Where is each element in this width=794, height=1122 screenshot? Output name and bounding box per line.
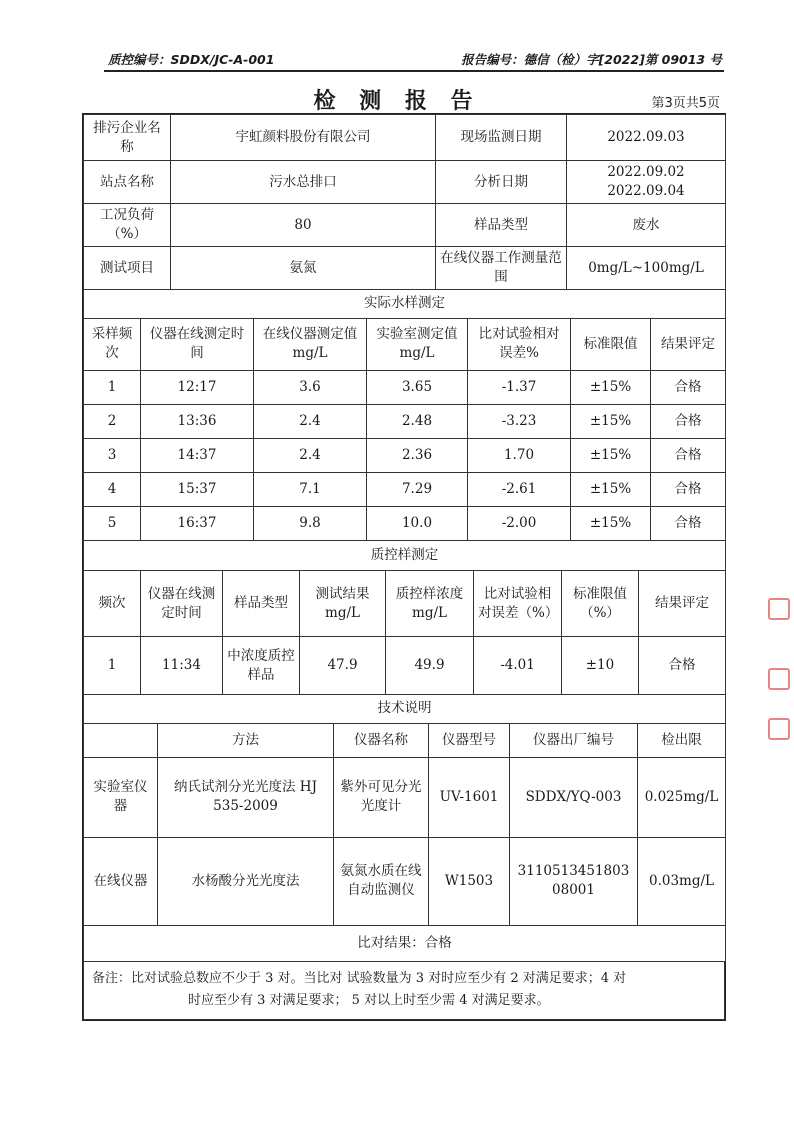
- cell: -1.37: [468, 370, 571, 404]
- cell: 2.4: [254, 438, 367, 472]
- cell: 1: [84, 637, 141, 695]
- cell: ±15%: [571, 438, 651, 472]
- cell: 16:37: [141, 506, 254, 540]
- table-row: [84, 837, 726, 925]
- site-date-value: 2022.09.03: [567, 115, 726, 161]
- info-table: [83, 114, 726, 290]
- tech-table: [83, 695, 726, 962]
- sample-type-label: 样品类型: [436, 204, 567, 247]
- cell: 1.70: [468, 438, 571, 472]
- cell: 3.6: [254, 370, 367, 404]
- cell: 2: [84, 404, 141, 438]
- note-table: [83, 962, 725, 1021]
- cell: ±15%: [571, 404, 651, 438]
- cell: 紫外可见分光光度计: [334, 757, 429, 837]
- actual-sample-table: [83, 290, 726, 541]
- col-header: 仪器在线测定时间: [141, 318, 254, 370]
- cell: 合格: [651, 370, 726, 404]
- cell: 合格: [651, 472, 726, 506]
- cell: 中浓度质控样品: [223, 637, 300, 695]
- cell: 15:37: [141, 472, 254, 506]
- cell: 11:34: [141, 637, 223, 695]
- cell: UV-1601: [429, 757, 510, 837]
- cell: 合格: [651, 404, 726, 438]
- cell: 氨氮水质在线自动监测仪: [334, 837, 429, 925]
- col-header: 质控样浓度 mg/L: [386, 571, 474, 637]
- cell: -4.01: [474, 637, 562, 695]
- col-header: 仪器名称: [334, 723, 429, 757]
- analysis-date-1: 2022.09.02: [607, 164, 685, 180]
- col-header: 结果评定: [639, 571, 726, 637]
- cell: -2.61: [468, 472, 571, 506]
- cell: 合格: [639, 637, 726, 695]
- cell: SDDX/YQ-003: [510, 757, 638, 837]
- qc-code: 质控编号：SDDX/JC-A-001: [108, 52, 275, 67]
- header-rule: [104, 70, 724, 72]
- seal-stamp: [766, 598, 788, 758]
- analysis-date-value: [567, 161, 726, 204]
- cell: 47.9: [300, 637, 386, 695]
- col-header: 标准限值: [571, 318, 651, 370]
- tech-section-title: 技术说明: [84, 695, 726, 723]
- col-header: 频次: [84, 571, 141, 637]
- col-header: 标准限值（%）: [562, 571, 639, 637]
- col-header: 方法: [158, 723, 334, 757]
- load-value: 80: [171, 204, 436, 247]
- comparison-result: 比对结果：合格: [84, 925, 726, 961]
- table-row: [84, 637, 726, 695]
- cell: 9.8: [254, 506, 367, 540]
- range-value: 0mg/L~100mg/L: [567, 247, 726, 290]
- table-row: [84, 404, 726, 438]
- cell: 2.4: [254, 404, 367, 438]
- cell: 1: [84, 370, 141, 404]
- col-header: [84, 723, 158, 757]
- company-value: 宇虹颜料股份有限公司: [171, 115, 436, 161]
- col-header: 比对试验相对误差（%）: [474, 571, 562, 637]
- station-value: 污水总排口: [171, 161, 436, 204]
- cell: 纳氏试剂分光光度法 HJ 535-2009: [158, 757, 334, 837]
- cell: 0.025mg/L: [638, 757, 726, 837]
- cell: ±15%: [571, 370, 651, 404]
- col-header: 实验室测定值 mg/L: [367, 318, 468, 370]
- table-row: [84, 438, 726, 472]
- cell: ±15%: [571, 472, 651, 506]
- cell: 3: [84, 438, 141, 472]
- col-header: 测试结果 mg/L: [300, 571, 386, 637]
- item-label: 测试项目: [84, 247, 171, 290]
- cell: -3.23: [468, 404, 571, 438]
- cell: 3.65: [367, 370, 468, 404]
- report-frame: [82, 113, 726, 1021]
- col-header: 比对试验相对误差%: [468, 318, 571, 370]
- cell: 2.36: [367, 438, 468, 472]
- cell: 4: [84, 472, 141, 506]
- qc-section-title: 质控样测定: [84, 541, 726, 571]
- note-line-2: 时应至少有 3 对满足要求； 5 对以上时至少需 4 对满足要求。: [188, 993, 550, 1009]
- cell: 合格: [651, 438, 726, 472]
- col-header: 仪器出厂编号: [510, 723, 638, 757]
- station-label: 站点名称: [84, 161, 171, 204]
- cell: 14:37: [141, 438, 254, 472]
- qc-sample-table: [83, 541, 726, 696]
- cell: 0.03mg/L: [638, 837, 726, 925]
- analysis-date-2: 2022.09.04: [607, 183, 685, 199]
- note: [84, 962, 725, 1020]
- cell: 2.48: [367, 404, 468, 438]
- cell: -2.00: [468, 506, 571, 540]
- company-label: 排污企业名称: [84, 115, 171, 161]
- cell: 5: [84, 506, 141, 540]
- cell: 水杨酸分光光度法: [158, 837, 334, 925]
- col-header: 样品类型: [223, 571, 300, 637]
- col-header: 在线仪器测定值 mg/L: [254, 318, 367, 370]
- cell: 49.9: [386, 637, 474, 695]
- analysis-date-label: 分析日期: [436, 161, 567, 204]
- col-header: 检出限: [638, 723, 726, 757]
- cell: 13:36: [141, 404, 254, 438]
- page-title: 检 测 报 告: [313, 89, 481, 114]
- table-row: [84, 472, 726, 506]
- load-label: 工况负荷（%）: [84, 204, 171, 247]
- report-number: 报告编号：德信（检）字[2022]第 09013 号: [461, 52, 722, 67]
- actual-section-title: 实际水样测定: [84, 290, 726, 318]
- item-value: 氨氮: [171, 247, 436, 290]
- cell: 7.1: [254, 472, 367, 506]
- col-header: 仪器在线测定时间: [141, 571, 223, 637]
- cell: 7.29: [367, 472, 468, 506]
- cell: 实验室仪器: [84, 757, 158, 837]
- range-label: 在线仪器工作测量范围: [436, 247, 567, 290]
- col-header: 结果评定: [651, 318, 726, 370]
- col-header: 仪器型号: [429, 723, 510, 757]
- sample-type-value: 废水: [567, 204, 726, 247]
- page-indicator: 第3页共5页: [651, 96, 720, 111]
- cell: ±10: [562, 637, 639, 695]
- cell: 在线仪器: [84, 837, 158, 925]
- note-line-1: 备注：比对试验总数应不少于 3 对。当比对 试验数量为 3 对时应至少有 2 对满足要求；4 对: [92, 971, 627, 987]
- table-row: [84, 370, 726, 404]
- cell: 12:17: [141, 370, 254, 404]
- cell: 311051345180308001: [510, 837, 638, 925]
- table-row: [84, 506, 726, 540]
- col-header: 采样频次: [84, 318, 141, 370]
- cell: ±15%: [571, 506, 651, 540]
- cell: W1503: [429, 837, 510, 925]
- table-row: [84, 757, 726, 837]
- cell: 合格: [651, 506, 726, 540]
- cell: 10.0: [367, 506, 468, 540]
- site-date-label: 现场监测日期: [436, 115, 567, 161]
